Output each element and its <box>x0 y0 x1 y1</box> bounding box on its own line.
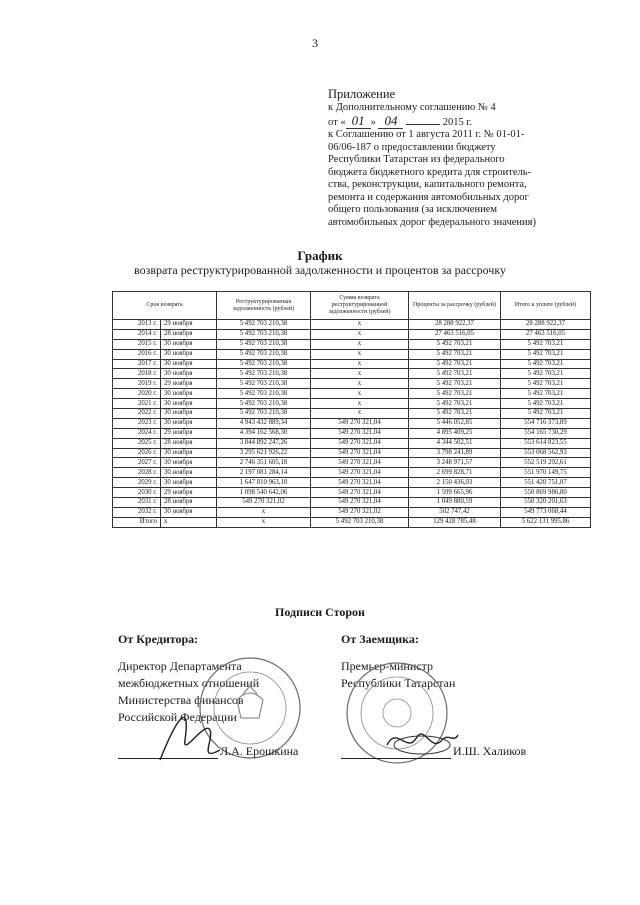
total-cell-interest: 129 428 785,48 <box>409 517 501 527</box>
table-cell-repay: 549 270 321,04 <box>311 498 409 508</box>
table-cell-interest: 5 492 703,21 <box>409 339 501 349</box>
table-cell-year: 2018 г. <box>113 369 161 379</box>
table-cell-day: 30 ноября <box>161 359 217 369</box>
date-year: 2015 г. <box>442 116 473 128</box>
table-row <box>113 478 591 488</box>
table-cell-debt: х <box>217 507 311 517</box>
table-cell-total: 28 288 922,37 <box>501 320 591 330</box>
table-cell-repay: х <box>311 389 409 399</box>
table-row <box>113 418 591 428</box>
table-cell-day: 30 ноября <box>161 448 217 458</box>
table-total-row <box>113 517 591 527</box>
creditor-position-line: межбюджетных отношений <box>118 676 260 690</box>
table-cell-repay: 549 270 321,04 <box>311 438 409 448</box>
table-row <box>113 438 591 448</box>
appendix-line: 06/06-187 о предоставлении бюджету <box>328 141 496 153</box>
table-cell-year: 2017 г. <box>113 359 161 369</box>
schedule-subtitle: возврата реструктурированной задолженности и процентов за рассрочку <box>134 263 506 277</box>
table-cell-total: 5 492 703,21 <box>501 349 591 359</box>
table-cell-debt: 5 492 703 210,38 <box>217 379 311 389</box>
table-cell-total: 550 320 201,63 <box>501 498 591 508</box>
table-cell-interest: 27 463 516,05 <box>409 329 501 339</box>
signatures-title: Подписи Сторон <box>275 605 365 619</box>
table-cell-repay: 549 270 321,04 <box>311 488 409 498</box>
table-cell-interest: 2 150 436,03 <box>409 478 501 488</box>
table-cell-repay: х <box>311 369 409 379</box>
appendix-line: общего пользования (за исключением <box>328 204 498 215</box>
appendix-line: ремонта и содержания автомобильных дорог <box>328 191 529 203</box>
total-cell-total: 5 622 131 995,86 <box>501 517 591 527</box>
table-row <box>113 498 591 508</box>
table-cell-year: 2023 г. <box>113 418 161 428</box>
table-cell-interest: 5 492 703,21 <box>409 369 501 379</box>
table-row <box>113 359 591 369</box>
table-row <box>113 389 591 399</box>
table-cell-interest: 3 798 241,89 <box>409 448 501 458</box>
table-cell-repay: х <box>311 359 409 369</box>
table-cell-total: 5 492 703,21 <box>501 379 591 389</box>
table-cell-interest: 28 288 922,37 <box>409 320 501 330</box>
table-row <box>113 329 591 339</box>
table-cell-interest: 5 446 052,85 <box>409 418 501 428</box>
table-cell-total: 5 492 703,21 <box>501 339 591 349</box>
date-day: 01 <box>346 113 371 129</box>
table-cell-year: 2031 г. <box>113 498 161 508</box>
table-cell-day: 29 ноября <box>161 428 217 438</box>
creditor-position-line: Директор Департамента <box>118 659 242 673</box>
creditor-position-line: Министерства финансов <box>118 693 244 707</box>
table-cell-debt: 5 492 703 210,38 <box>217 369 311 379</box>
date-prefix: от « <box>328 116 346 128</box>
table-cell-interest: 5 492 703,21 <box>409 409 501 419</box>
schedule-table <box>112 291 591 528</box>
table-cell-total: 27 463 516,05 <box>501 329 591 339</box>
table-cell-year: 2025 г. <box>113 438 161 448</box>
table-cell-repay: х <box>311 399 409 409</box>
creditor-handwritten-signature <box>150 700 240 770</box>
table-cell-total: 550 869 986,80 <box>501 488 591 498</box>
table-cell-total: 553 614 823,55 <box>501 438 591 448</box>
header-cell: Сумма возврата реструктурированной задолженности (рублей) <box>311 292 409 320</box>
table-cell-day: 30 ноября <box>161 507 217 517</box>
table-cell-interest: 5 492 703,21 <box>409 349 501 359</box>
table-cell-interest: 1 049 880,59 <box>409 498 501 508</box>
table-cell-debt: 5 492 703 210,38 <box>217 409 311 419</box>
debtor-name: И.Ш. Халиков <box>453 744 527 758</box>
total-cell-c3: х <box>217 517 311 527</box>
table-cell-year: 2013 г. <box>113 320 161 330</box>
table-cell-day: 29 ноября <box>161 320 217 330</box>
schedule-title: График <box>297 248 343 263</box>
page-number: 3 <box>312 36 318 50</box>
table-cell-interest: 2 699 828,71 <box>409 468 501 478</box>
table-cell-repay: х <box>311 379 409 389</box>
table-cell-interest: 5 492 703,21 <box>409 379 501 389</box>
table-cell-day: 30 ноября <box>161 389 217 399</box>
total-cell-label: Итого <box>113 517 161 527</box>
table-cell-interest: 4 895 409,25 <box>409 428 501 438</box>
table-cell-repay: 549 270 321,04 <box>311 448 409 458</box>
table-cell-year: 2016 г. <box>113 349 161 359</box>
table-cell-total: 551 420 751,07 <box>501 478 591 488</box>
table-cell-day: 30 ноября <box>161 369 217 379</box>
table-cell-total: 549 773 068,44 <box>501 507 591 517</box>
debtor-position-line: Премьер-министр <box>341 659 433 673</box>
table-cell-year: 2022 г. <box>113 409 161 419</box>
appendix-line: автомобильных дорог федерального значения) <box>328 216 536 228</box>
table-cell-total: 5 492 703,21 <box>501 389 591 399</box>
table-cell-interest: 5 492 703,21 <box>409 399 501 409</box>
date-mid: » <box>370 116 376 128</box>
table-cell-day: 30 ноября <box>161 409 217 419</box>
table-cell-day: 28 ноября <box>161 438 217 448</box>
table-cell-repay: 549 270 321,04 <box>311 428 409 438</box>
table-cell-day: 30 ноября <box>161 458 217 468</box>
table-cell-repay: 549 270 321,04 <box>311 418 409 428</box>
table-cell-debt: 1 647 810 963,10 <box>217 478 311 488</box>
table-cell-total: 551 970 149,75 <box>501 468 591 478</box>
table-cell-day: 28 ноября <box>161 329 217 339</box>
table-cell-debt: 5 492 703 210,38 <box>217 339 311 349</box>
table-cell-debt: 2 746 351 605,18 <box>217 458 311 468</box>
table-body <box>113 320 591 528</box>
total-cell-c2: х <box>161 517 217 527</box>
table-cell-repay: 549 270 321,04 <box>311 468 409 478</box>
table-cell-debt: 5 492 703 210,38 <box>217 389 311 399</box>
table-cell-year: 2020 г. <box>113 389 161 399</box>
table-cell-year: 2029 г. <box>113 478 161 488</box>
table-cell-day: 30 ноября <box>161 349 217 359</box>
table-cell-interest: 4 344 502,51 <box>409 438 501 448</box>
table-cell-repay: х <box>311 329 409 339</box>
table-cell-debt: 3 844 892 247,26 <box>217 438 311 448</box>
table-cell-repay: х <box>311 320 409 330</box>
table-cell-repay: х <box>311 409 409 419</box>
table-header-row <box>113 292 591 320</box>
table-row <box>113 409 591 419</box>
table-cell-total: 554 716 373,89 <box>501 418 591 428</box>
table-cell-interest: 502 747,42 <box>409 507 501 517</box>
table-cell-debt: 3 295 621 926,22 <box>217 448 311 458</box>
appendix-line: Республики Татарстан из федерального <box>328 154 505 165</box>
appendix-line: к Дополнительному соглашению № 4 <box>328 102 496 113</box>
table-cell-year: 2030 г. <box>113 488 161 498</box>
table-cell-debt: 5 492 703 210,38 <box>217 329 311 339</box>
debtor-heading: От Заемщика: <box>341 632 419 646</box>
table-cell-day: 28 ноября <box>161 498 217 508</box>
table-row <box>113 320 591 330</box>
table-cell-year: 2019 г. <box>113 379 161 389</box>
creditor-signature-line <box>118 757 218 759</box>
table-cell-year: 2021 г. <box>113 399 161 409</box>
table-cell-total: 5 492 703,21 <box>501 359 591 369</box>
appendix-dateline <box>328 112 628 130</box>
table-cell-debt: 2 197 081 284,14 <box>217 468 311 478</box>
table-row <box>113 448 591 458</box>
table-cell-year: 2015 г. <box>113 339 161 349</box>
table-cell-debt: 4 394 162 568,30 <box>217 428 311 438</box>
table-cell-interest: 5 492 703,21 <box>409 359 501 369</box>
creditor-name: Л.А. Ерошкина <box>220 744 299 758</box>
table-cell-day: 30 ноября <box>161 468 217 478</box>
table-cell-year: 2032 г. <box>113 507 161 517</box>
table-row <box>113 339 591 349</box>
table-row <box>113 458 591 468</box>
header-cell: Реструктурированная задолженность (рублей) <box>217 292 311 320</box>
date-month: 04 <box>378 113 403 129</box>
table-row <box>113 349 591 359</box>
table-cell-debt: 5 492 703 210,38 <box>217 399 311 409</box>
appendix-title: Приложение <box>328 87 396 101</box>
table-cell-interest: 3 248 971,57 <box>409 458 501 468</box>
table-cell-year: 2026 г. <box>113 448 161 458</box>
table-cell-day: 30 ноября <box>161 478 217 488</box>
table-row <box>113 507 591 517</box>
table-cell-day: 29 ноября <box>161 488 217 498</box>
appendix-line: ства, реконструкции, капитального ремонта, <box>328 179 527 190</box>
date-blank <box>406 124 440 125</box>
debtor-signature-line <box>341 757 451 759</box>
table-cell-day: 30 ноября <box>161 399 217 409</box>
table-cell-debt: 549 270 321,02 <box>217 498 311 508</box>
table-cell-interest: 5 492 703,21 <box>409 389 501 399</box>
table-row <box>113 399 591 409</box>
creditor-heading: От Кредитора: <box>118 632 199 646</box>
table-cell-total: 553 068 562,93 <box>501 448 591 458</box>
header-cell: Проценты за рассрочку (рублей) <box>409 292 501 320</box>
total-cell-repay: 5 492 703 210,38 <box>311 517 409 527</box>
table-cell-year: 2024 г. <box>113 428 161 438</box>
table-cell-debt: 5 492 703 210,38 <box>217 320 311 330</box>
appendix-line: к Соглашению от 1 августа 2011 г. № 01-01- <box>328 129 525 140</box>
header-cell: Срок возврата <box>113 292 217 320</box>
table-cell-repay: 549 270 321,02 <box>311 507 409 517</box>
table-row <box>113 468 591 478</box>
table-row <box>113 379 591 389</box>
table-cell-total: 5 492 703,21 <box>501 399 591 409</box>
table-cell-total: 554 165 730,29 <box>501 428 591 438</box>
table-cell-debt: 5 492 703 210,38 <box>217 349 311 359</box>
table-cell-year: 2014 г. <box>113 329 161 339</box>
creditor-position-line: Российской Федерации <box>118 710 237 724</box>
table-cell-debt: 4 943 432 889,34 <box>217 418 311 428</box>
table-cell-day: 30 ноября <box>161 339 217 349</box>
table-row <box>113 369 591 379</box>
table-cell-total: 552 519 292,61 <box>501 458 591 468</box>
table-row <box>113 428 591 438</box>
debtor-position-line: Республики Татарстан <box>341 676 456 690</box>
table-row <box>113 488 591 498</box>
table-cell-debt: 5 492 703 210,38 <box>217 359 311 369</box>
table-cell-year: 2027 г. <box>113 458 161 468</box>
appendix-line: бюджета бюджетного кредита для строитель- <box>328 166 532 178</box>
table-cell-repay: 549 270 321,04 <box>311 458 409 468</box>
table-cell-repay: 549 270 321,04 <box>311 478 409 488</box>
table-cell-interest: 1 599 665,96 <box>409 488 501 498</box>
table-cell-day: 29 ноября <box>161 379 217 389</box>
table-cell-repay: х <box>311 339 409 349</box>
table-cell-total: 5 492 703,21 <box>501 409 591 419</box>
table-cell-repay: х <box>311 349 409 359</box>
table-cell-total: 5 492 703,21 <box>501 369 591 379</box>
table-cell-debt: 1 098 540 642,06 <box>217 488 311 498</box>
header-cell: Итого к уплате (рублей) <box>501 292 591 320</box>
table-cell-year: 2028 г. <box>113 468 161 478</box>
table-cell-day: 30 ноября <box>161 418 217 428</box>
appendix-block <box>328 86 628 229</box>
